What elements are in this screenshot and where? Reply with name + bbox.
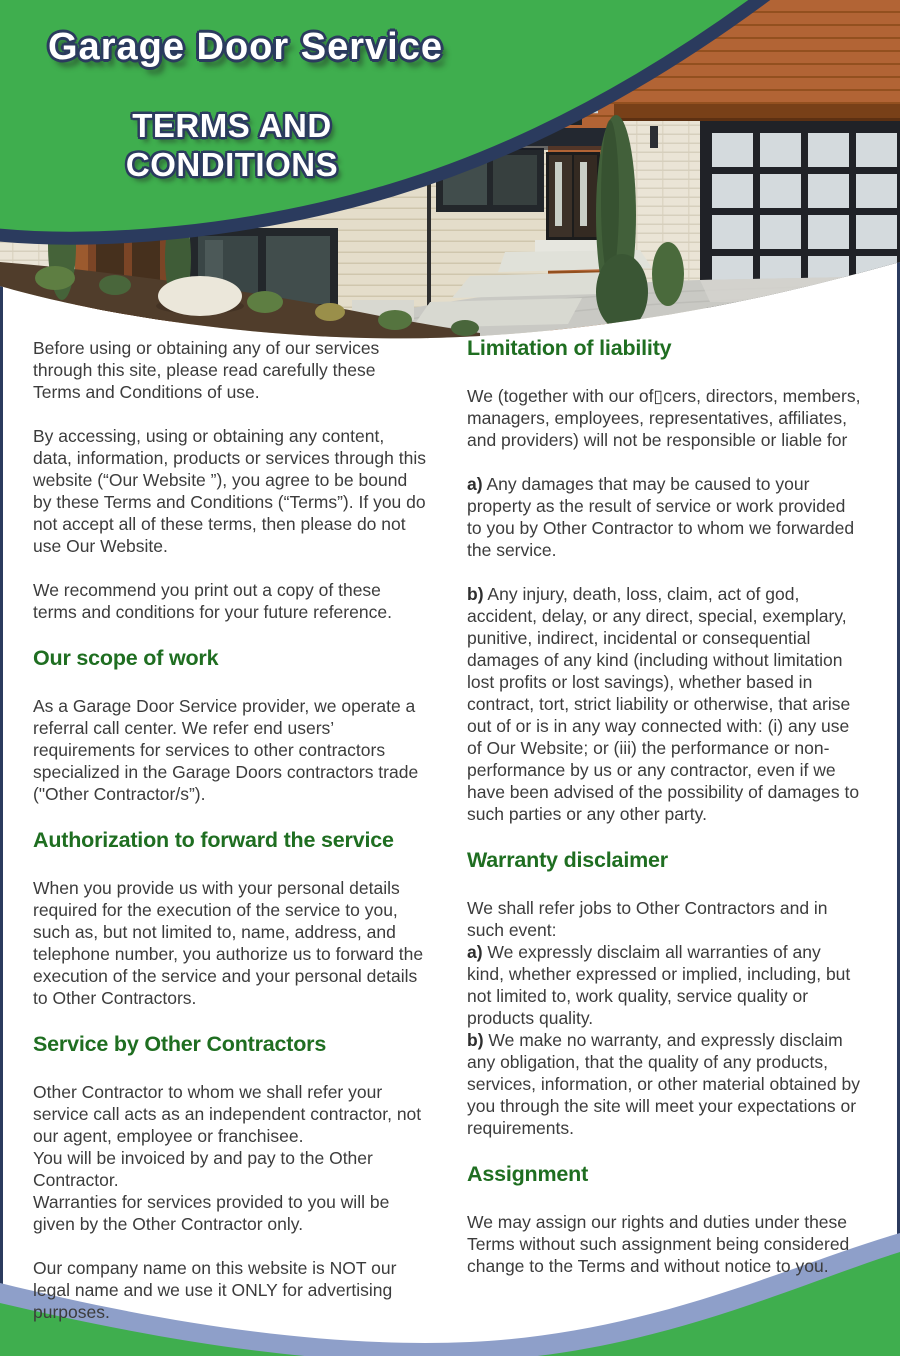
header-banner bbox=[0, 0, 900, 345]
bold-list-marker: b) bbox=[467, 1030, 484, 1050]
paragraph bbox=[33, 1081, 427, 1235]
paragraph bbox=[33, 695, 427, 805]
text-segment: Other Contractor to whom we shall refer your service call acts as an independent contractor, not our agent, employee or franchisee. bbox=[33, 1082, 422, 1146]
section-heading: Service by Other Contractors bbox=[33, 1032, 327, 1056]
section-heading: Limitation of liability bbox=[467, 336, 672, 360]
terms-subtitle-line2: CONDITIONS bbox=[125, 146, 339, 183]
section-heading: Warranty disclaimer bbox=[467, 848, 668, 872]
text-segment: Before using or obtaining any of our services through this site, please read carefully these Terms and Conditions of use. bbox=[33, 338, 380, 402]
brand-title: Garage Door Service bbox=[48, 26, 443, 68]
bold-list-marker: b) bbox=[467, 584, 484, 604]
paragraph bbox=[33, 579, 427, 623]
left-page-border bbox=[0, 286, 3, 1286]
text-segment: We shall refer jobs to Other Contractors and in such event: bbox=[467, 898, 828, 940]
terms-subtitle-line1: TERMS AND bbox=[132, 107, 332, 144]
left-column bbox=[33, 337, 427, 1345]
paragraph bbox=[467, 897, 861, 1139]
text-segment: We make no warranty, and expressly disclaim any obligation, that the quality of any products, services, information, or other material obtained by you through the site will meet your expectations or requirements. bbox=[467, 1030, 860, 1138]
paragraph bbox=[467, 385, 861, 451]
paragraph bbox=[33, 425, 427, 557]
text-segment: Warranties for services provided to you will be given by the Other Contractor only. bbox=[33, 1192, 390, 1234]
paragraph bbox=[467, 473, 861, 561]
text-segment: Any damages that may be caused to your property as the result of service or work provided to you by Other Contractor to whom we forwarded the service. bbox=[467, 474, 855, 560]
paragraph bbox=[33, 1257, 427, 1323]
text-segment: You will be invoiced by and pay to the Other Contractor. bbox=[33, 1148, 373, 1190]
paragraph bbox=[33, 877, 427, 1009]
right-column bbox=[467, 335, 861, 1299]
text-segment: We recommend you print out a copy of these terms and conditions for your future reference. bbox=[33, 580, 392, 622]
bold-list-marker: a) bbox=[467, 942, 483, 962]
bold-list-marker: a) bbox=[467, 474, 483, 494]
text-segment: By accessing, using or obtaining any content, data, information, products or services through this website (“Our Website ”), you agree to be bound by these Terms and Conditions (“Terms”). If you do not accept all of these terms, then please do not use Our Website. bbox=[33, 426, 426, 556]
text-segment: As a Garage Door Service provider, we operate a referral call center. We refer end users’ requirements for services to other contractors specialized in the Garage Doors contractors trade ("Other Contractor/s”). bbox=[33, 696, 419, 804]
section-heading: Assignment bbox=[467, 1162, 589, 1186]
text-segment: Our company name on this website is NOT our legal name and we use it ONLY for advertising purposes. bbox=[33, 1258, 397, 1322]
paragraph bbox=[467, 1211, 861, 1277]
text-segment: We (together with our of▯cers, directors, members, managers, employees, representatives, affiliates, and providers) will not be responsible or liable for bbox=[467, 386, 861, 450]
text-segment: When you provide us with your personal details required for the execution of the service to you, such as, but not limited to, name, address, and telephone number, you authorize us to forward the execution of the service and your personal details to Other Contractors. bbox=[33, 878, 424, 1008]
terms-subtitle bbox=[62, 106, 402, 184]
paragraph bbox=[467, 583, 861, 825]
text-segment: We may assign our rights and duties under these Terms without such assignment being considered change to the Terms and without notice to you. bbox=[467, 1212, 850, 1276]
section-heading: Our scope of work bbox=[33, 646, 219, 670]
paragraph bbox=[33, 337, 427, 403]
text-segment: Any injury, death, loss, claim, act of god, accident, delay, or any direct, special, exemplary, punitive, indirect, incidental or consequential damages of any kind (including without limitation lost profits or lost savings), whether based in contract, tort, strict liability or otherwise, that arise out of or is in any way connected with: (i) any use of Our Website; or (iii) the performance or non-performance by us or any contractor, even if we have been advised of the possibility of damages to such parties or any other party. bbox=[467, 584, 860, 824]
section-heading: Authorization to forward the service bbox=[33, 828, 394, 852]
text-segment: We expressly disclaim all warranties of any kind, whether expressed or implied, including, but not limited to, work quality, service quality or products quality. bbox=[467, 942, 851, 1028]
